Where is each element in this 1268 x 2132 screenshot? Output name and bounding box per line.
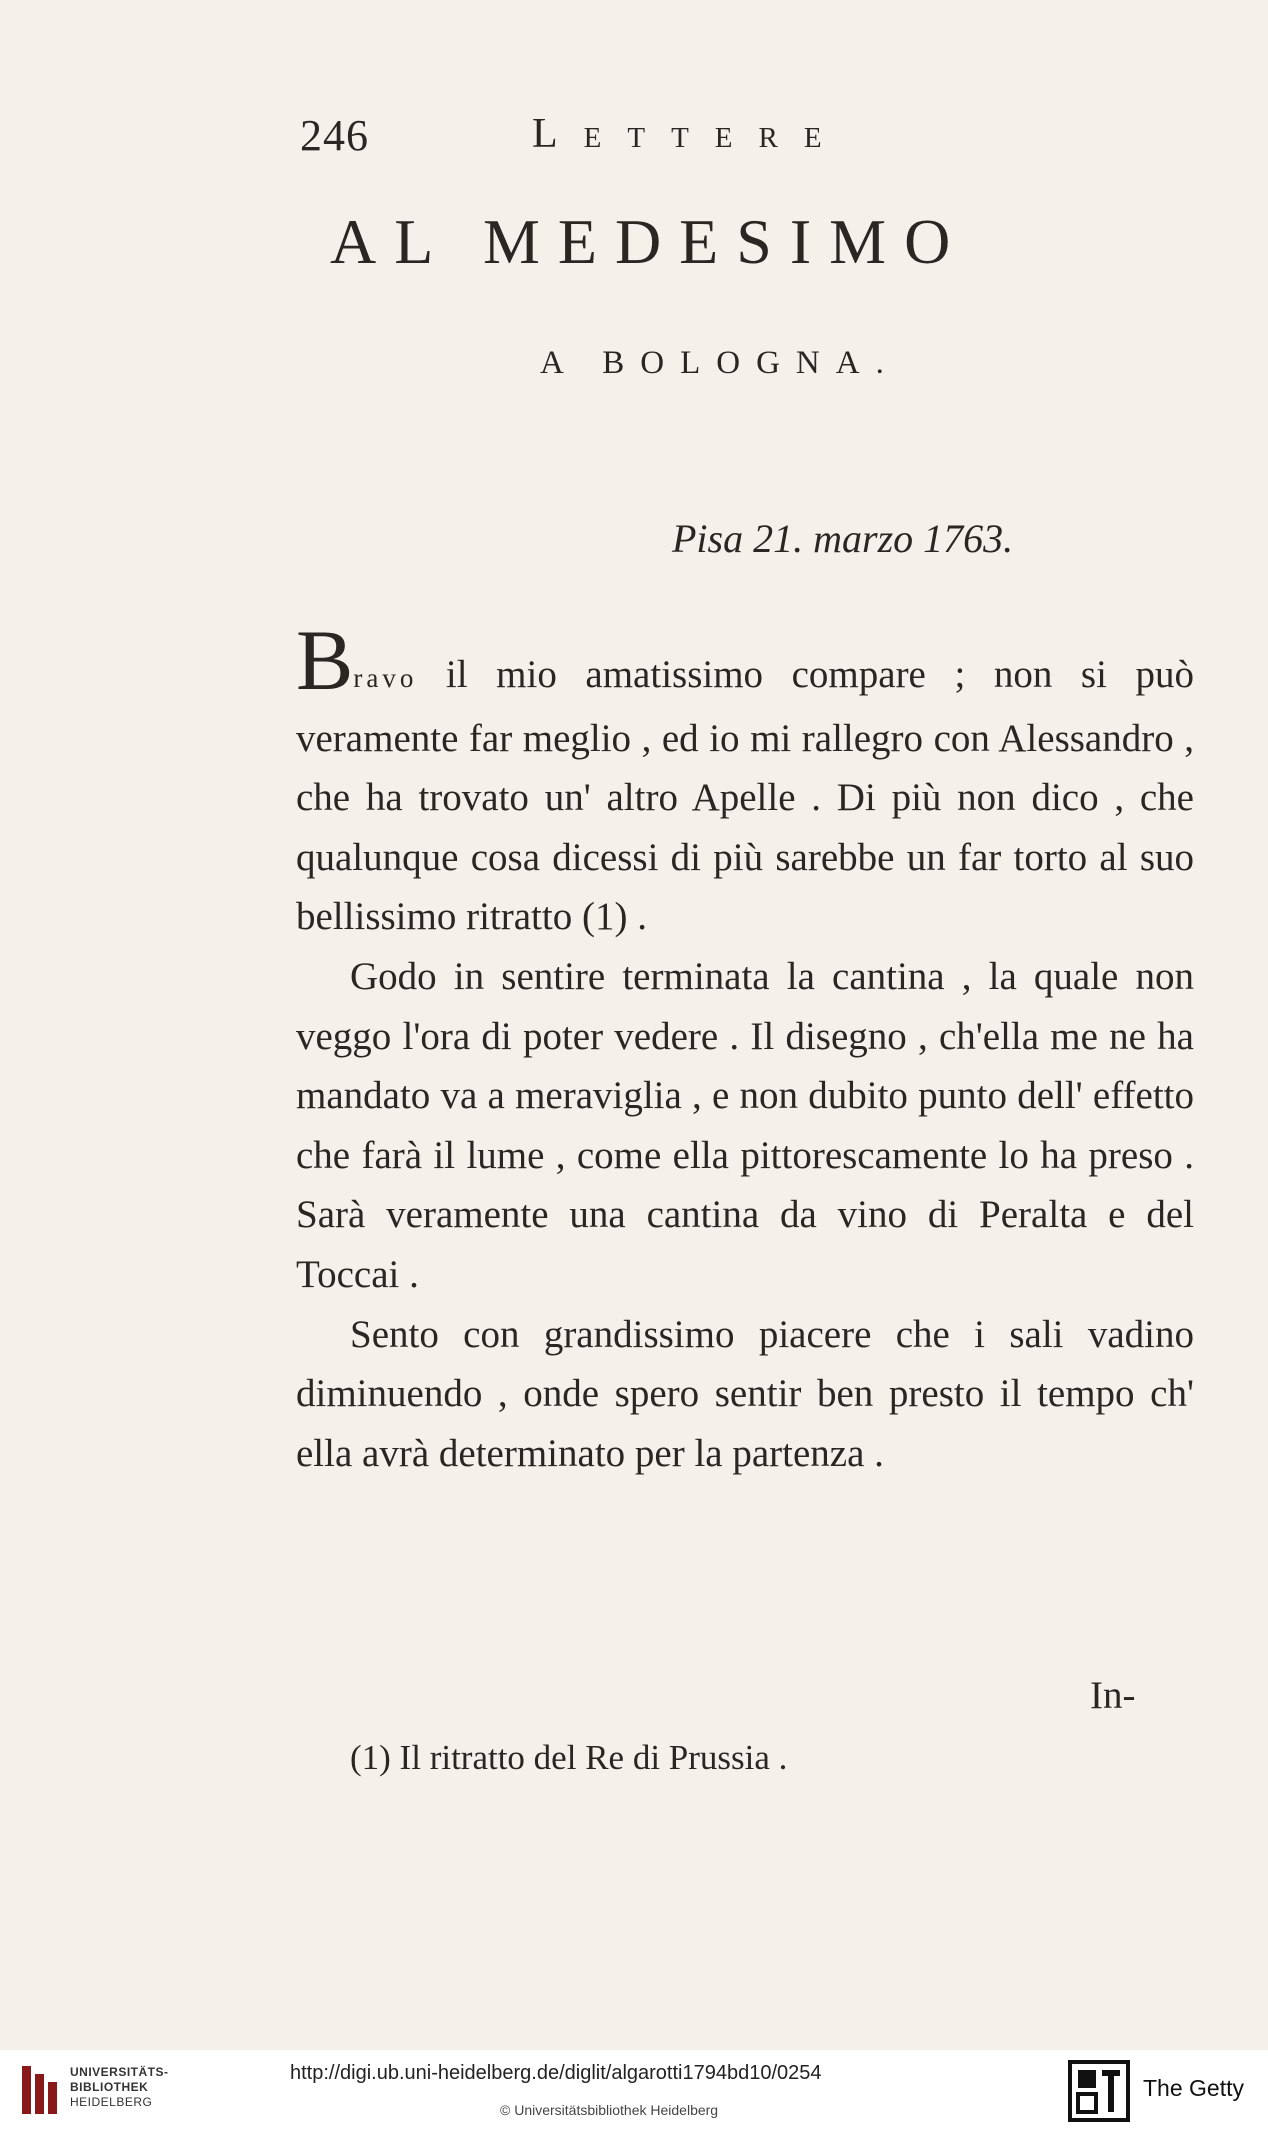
running-title: Lettere <box>532 111 848 157</box>
paragraph-1 <box>296 612 1194 947</box>
permalink-url[interactable]: http://digi.ub.uni-heidelberg.de/diglit/algarotti1794bd10/0254 <box>290 2062 822 2084</box>
paragraph-1-text: il mio amatissimo compare ; non si può veramente far meglio , ed io mi rallegro con Alessandro , che ha trovato un' altro Apelle . Di più non dico , che qualunque cosa dicessi di più sarebbe un far torto al suo bellissimo ritratto (1) . <box>296 653 1194 939</box>
footnote: (1) Il ritratto del Re di Prussia . <box>350 1738 788 1777</box>
library-line-2: BIBLIOTHEK <box>70 2080 149 2094</box>
university-library-name <box>70 2065 169 2110</box>
first-word-small-caps: ravo <box>353 663 418 693</box>
library-line-1: UNIVERSITÄTS- <box>70 2065 169 2079</box>
library-line-3: HEIDELBERG <box>70 2095 153 2109</box>
getty-logo <box>1068 2060 1130 2122</box>
catchword: In- <box>1090 1674 1136 1717</box>
getty-label: The Getty <box>1143 2075 1244 2101</box>
paragraph-2: Godo in sentire terminata la cantina , la quale non veggo l'ora di poter vedere . Il disegno , ch'ella me ne ha mandato va a meraviglia , e non dubito punto dell' effetto che farà il lume , come ella pittorescamente lo ha preso . Sarà veramente una cantina da vino di Peralta e del Toccai . <box>296 954 1194 1296</box>
copyright-notice: © Universitätsbibliothek Heidelberg <box>500 2102 719 2118</box>
university-library-logo <box>18 2062 62 2118</box>
paragraph-3: Sento con grandissimo piacere che i sali vadino diminuendo , onde spero sentir ben presto il tempo ch' ella avrà determinato per la partenza . <box>296 1312 1194 1475</box>
running-head <box>300 110 940 170</box>
letter-title: AL MEDESIMO <box>330 206 969 277</box>
dateline: Pisa 21. marzo 1763. <box>672 516 1014 561</box>
page-number: 246 <box>300 111 369 160</box>
letter-body <box>296 612 1194 1483</box>
viewer-footer <box>0 2050 1268 2132</box>
drop-cap: B <box>296 612 354 708</box>
letter-addressee: A BOLOGNA. <box>540 345 900 381</box>
